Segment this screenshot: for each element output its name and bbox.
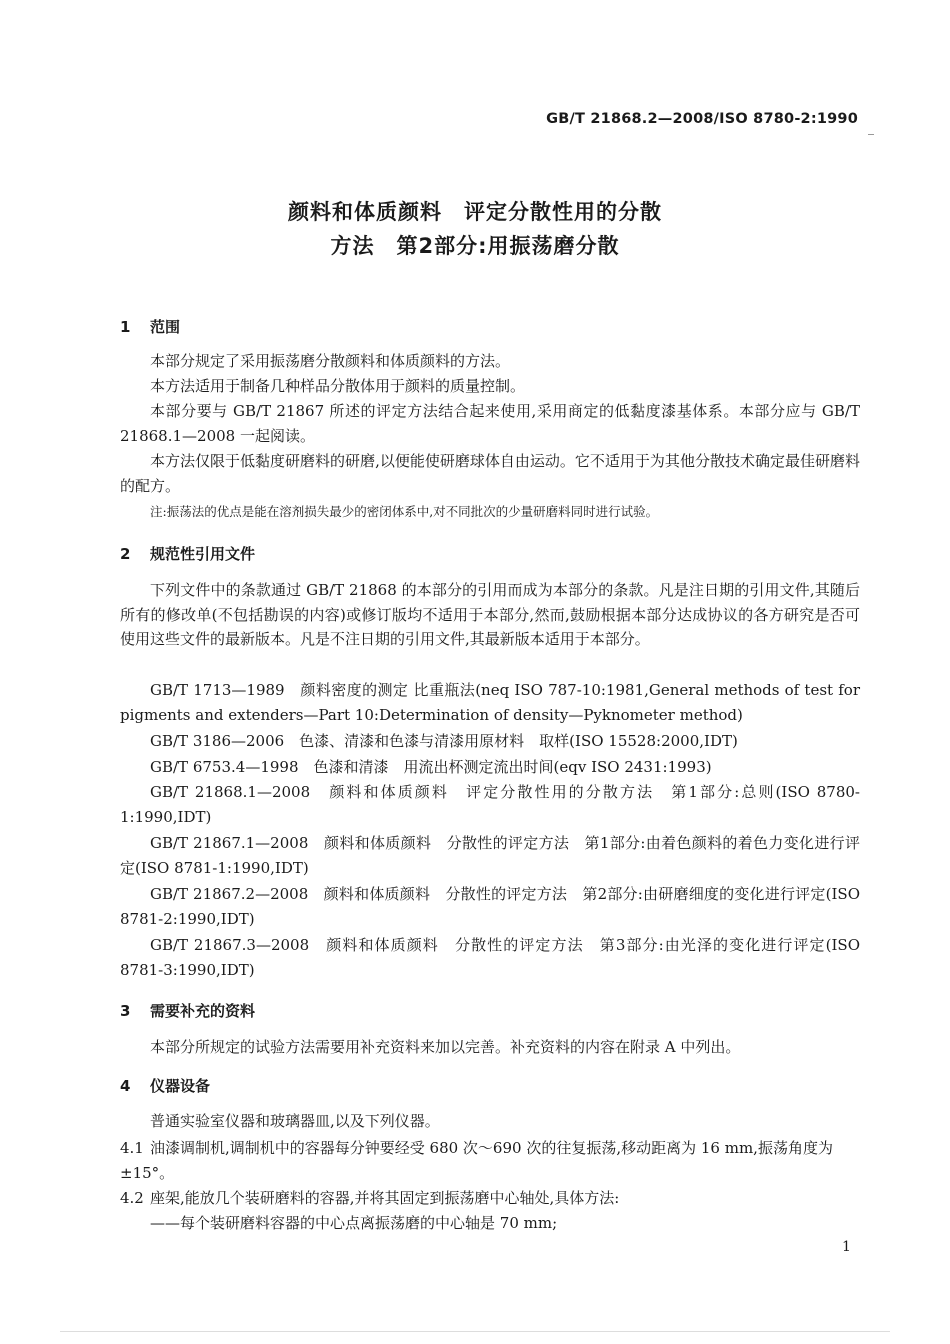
- s1-paragraph-4: 本方法仅限于低黏度研磨料的研磨,以便能使研磨球体自由运动。它不适用于为其他分散技术确定最佳研磨料的配方。: [120, 452, 860, 495]
- reference-item: GB/T 21868.1—2008 颜料和体质颜料 评定分散性用的分散方法 第1部分:总则(ISO 8780-1:1990,IDT): [120, 783, 860, 826]
- section-title: 规范性引用文件: [150, 545, 256, 563]
- section-number: 1: [120, 318, 131, 336]
- section-number: 3: [120, 1002, 131, 1020]
- page-number: 1: [842, 1239, 851, 1255]
- scan-artifact: [868, 134, 874, 135]
- reference-item: GB/T 21867.2—2008 颜料和体质颜料 分散性的评定方法 第2部分:由研磨细度的变化进行评定(ISO 8781-2:1990,IDT): [120, 885, 860, 928]
- s1-paragraph-2: 本方法适用于制备几种样品分散体用于颜料的质量控制。: [150, 377, 526, 395]
- section-number: 2: [120, 545, 131, 563]
- section-3-heading: [120, 1000, 255, 1021]
- s3-paragraph-1: 本部分所规定的试验方法需要用补充资料来加以完善。补充资料的内容在附录 A 中列出。: [150, 1038, 741, 1056]
- section-1-heading: [120, 316, 180, 337]
- s1-paragraph-1: 本部分规定了采用振荡磨分散颜料和体质颜料的方法。: [150, 352, 511, 370]
- clause-number: 4.1: [120, 1139, 144, 1157]
- clause-4-2: [120, 1186, 860, 1211]
- section-title: 需要补充的资料: [150, 1002, 256, 1020]
- section-2-heading: [120, 543, 255, 564]
- clause-4-2-dash-item: ——每个装研磨料容器的中心点离振荡磨的中心轴是 70 mm;: [150, 1214, 558, 1232]
- section-4-heading: [120, 1075, 210, 1096]
- reference-item: GB/T 3186—2006 色漆、清漆和色漆与清漆用原材料 取样(ISO 15528:2000,IDT): [150, 732, 738, 750]
- s4-paragraph-1: 普通实验室仪器和玻璃器皿,以及下列仪器。: [150, 1112, 440, 1130]
- reference-item: GB/T 6753.4—1998 色漆和清漆 用流出杯测定流出时间(eqv ISO 2431:1993): [150, 758, 712, 776]
- document-title-line2: 方法 第2部分:用振荡磨分散: [330, 234, 620, 258]
- clause-text: 座架,能放几个装研磨料的容器,并将其固定到振荡磨中心轴处,具体方法:: [150, 1189, 620, 1207]
- s1-paragraph-3: 本部分要与 GB/T 21867 所述的评定方法结合起来使用,采用商定的低黏度漆基体系。本部分应与 GB/T 21868.1—2008 一起阅读。: [120, 402, 860, 445]
- standard-code: GB/T 21868.2—2008/ISO 8780-2:1990: [546, 111, 858, 127]
- clause-text: 油漆调制机,调制机中的容器每分钟要经受 680 次～690 次的往复振荡,移动距离为 16 mm,振荡角度为±15°。: [120, 1139, 833, 1182]
- reference-item: GB/T 21867.3—2008 颜料和体质颜料 分散性的评定方法 第3部分:由光泽的变化进行评定(ISO 8781-3:1990,IDT): [120, 936, 860, 979]
- reference-item: GB/T 21867.1—2008 颜料和体质颜料 分散性的评定方法 第1部分:由着色颜料的着色力变化进行评定(ISO 8781-1:1990,IDT): [120, 834, 860, 877]
- reference-item: GB/T 1713—1989 颜料密度的测定 比重瓶法(neq ISO 787-10:1981,General methods of test for pigments and extenders—Part 10:Determination of density—Pyknometer method): [120, 681, 860, 724]
- section-title: 仪器设备: [150, 1077, 211, 1095]
- clause-4-1: [120, 1136, 860, 1185]
- s1-note: 注:振荡法的优点是能在溶剂损失最少的密闭体系中,对不同批次的少量研磨料同时进行试验。: [150, 504, 659, 519]
- s2-intro: 下列文件中的条款通过 GB/T 21868 的本部分的引用而成为本部分的条款。凡是注日期的引用文件,其随后所有的修改单(不包括勘误的内容)或修订版均不适用于本部分,然而,鼓励根据本部分达成协议的各方研究是否可使用这些文件的最新版本。凡是不注日期的引用文件,其最新版本适用于本部分。: [120, 581, 860, 649]
- document-title-line1: 颜料和体质颜料 评定分散性用的分散: [288, 200, 662, 224]
- clause-number: 4.2: [120, 1189, 144, 1207]
- section-title: 范围: [150, 318, 181, 336]
- section-number: 4: [120, 1077, 131, 1095]
- scan-artifact: [60, 1331, 890, 1332]
